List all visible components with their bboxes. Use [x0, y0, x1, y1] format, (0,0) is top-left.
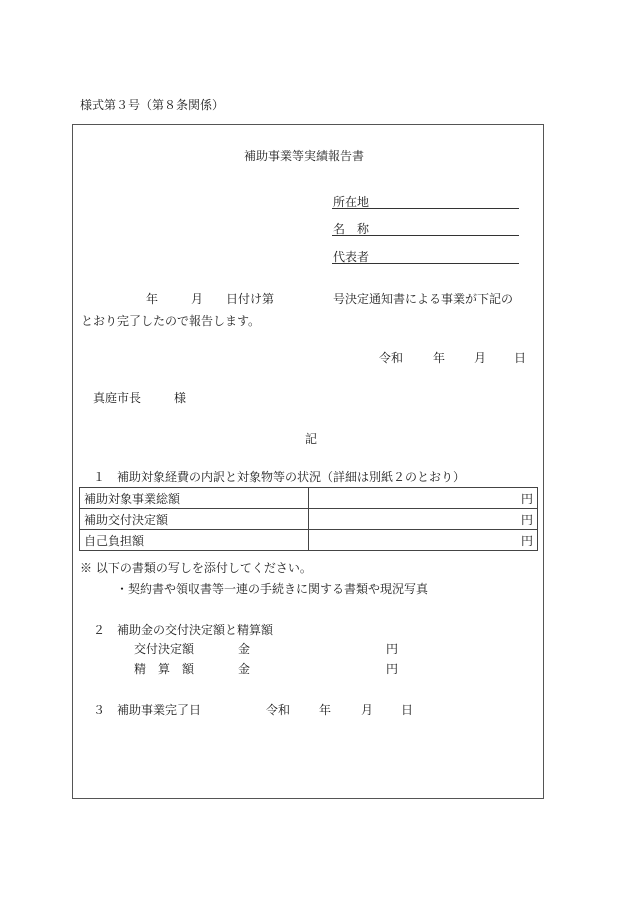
- intro-year: 年: [146, 292, 159, 306]
- representative-label: 代表者: [333, 250, 370, 264]
- report-date-day: 日: [514, 351, 527, 365]
- cost-row-label: 自己負担額: [80, 530, 309, 551]
- section1-heading: １ 補助対象経費の内訳と対象物等の状況（詳細は別紙２のとおり）: [93, 470, 466, 484]
- completion-month: 月: [361, 703, 374, 717]
- address-label: 所在地: [333, 195, 370, 209]
- report-date-month: 月: [474, 351, 487, 365]
- cost-row-label: 補助対象事業総額: [80, 488, 309, 509]
- cost-row-amount[interactable]: 円: [309, 530, 538, 551]
- address-line[interactable]: [332, 208, 519, 209]
- decision-amount-unit: 円: [386, 642, 399, 656]
- table-row: [80, 530, 538, 551]
- ki-heading: 記: [305, 432, 318, 446]
- addressee-name: 真庭市長: [93, 391, 142, 405]
- intro-notice-text: 号決定通知書による事業が下記の: [333, 292, 514, 306]
- cost-row-amount[interactable]: 円: [309, 509, 538, 530]
- intro-dated: 日付け第: [226, 292, 275, 306]
- attachment-bullet: ・契約書や領収書等一連の手続きに関する書類や現況写真: [116, 582, 429, 596]
- table-row: [80, 488, 538, 509]
- representative-line[interactable]: [332, 263, 519, 264]
- addressee-honorific: 様: [174, 391, 187, 405]
- intro-month: 月: [191, 292, 204, 306]
- decision-amount-kin: 金: [238, 642, 251, 656]
- intro-line2: とおり完了したので報告します。: [81, 314, 261, 328]
- cost-row-label: 補助交付決定額: [80, 509, 309, 530]
- completion-era: 令和: [266, 703, 291, 717]
- section2-heading: ２ 補助金の交付決定額と精算額: [93, 623, 274, 637]
- report-date-year: 年: [433, 351, 446, 365]
- table-row: [80, 509, 538, 530]
- completion-year: 年: [319, 703, 332, 717]
- settlement-amount-kin: 金: [238, 662, 251, 676]
- settlement-amount-label: 精 算 額: [134, 662, 195, 676]
- section3-heading: ３ 補助事業完了日: [93, 703, 202, 717]
- cost-row-amount[interactable]: 円: [309, 488, 538, 509]
- report-date-era: 令和: [379, 351, 404, 365]
- decision-amount-label: 交付決定額: [134, 642, 195, 656]
- form-number: 様式第３号（第８条関係）: [80, 98, 225, 112]
- form-frame: [72, 124, 544, 799]
- attachment-note: ※ 以下の書類の写しを添付してください。: [80, 561, 312, 575]
- cost-table: [79, 487, 538, 551]
- name-label: 名 称: [333, 222, 370, 236]
- name-line[interactable]: [332, 235, 519, 236]
- settlement-amount-unit: 円: [386, 662, 399, 676]
- document-title: 補助事業等実績報告書: [244, 149, 365, 163]
- completion-day: 日: [401, 703, 414, 717]
